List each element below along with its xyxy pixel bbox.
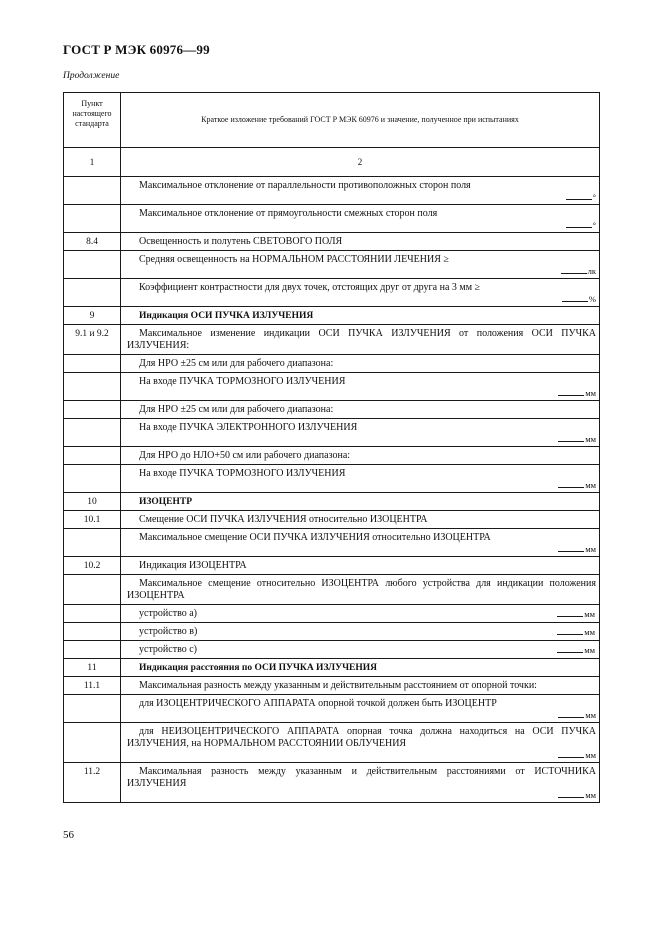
unit-label: % — [588, 294, 596, 304]
row-requirement — [121, 529, 600, 557]
col2-number: 2 — [121, 148, 600, 177]
column-number-row — [64, 148, 600, 177]
fill-in-line — [558, 757, 584, 758]
value-blank — [127, 220, 596, 230]
fill-in-line — [566, 227, 592, 228]
requirement-text: Освещенность и полутень СВЕТОВОГО ПОЛЯ — [139, 236, 343, 247]
table-row — [64, 177, 600, 205]
row-clause-number: 11.1 — [64, 677, 121, 695]
row-requirement — [121, 723, 600, 763]
row-requirement — [121, 511, 600, 529]
unit-label: мм — [585, 480, 596, 490]
table-row — [64, 401, 600, 419]
requirement-text: Максимальное изменение индикации ОСИ ПУЧКА ИЗЛУЧЕНИЯ от положения ОСИ ПУЧКА ИЗЛУЧЕНИЯ: — [127, 328, 596, 351]
row-clause-number: 8.4 — [64, 233, 121, 251]
row-requirement — [121, 205, 600, 233]
table-row — [64, 677, 600, 695]
row-clause-number — [64, 373, 121, 401]
row-clause-number — [64, 529, 121, 557]
requirement-text: Максимальная разность между указанным и действительным расстоянием от опорной точки: — [139, 680, 537, 691]
fill-in-line — [558, 797, 584, 798]
requirement-text: На входе ПУЧКА ТОРМОЗНОГО ИЗЛУЧЕНИЯ — [139, 376, 346, 387]
table-row — [64, 557, 600, 575]
requirement-text: Индикация ОСИ ПУЧКА ИЗЛУЧЕНИЯ — [139, 311, 314, 321]
table-row — [64, 529, 600, 557]
table-row — [64, 659, 600, 677]
value-blank — [557, 644, 595, 656]
table-row — [64, 605, 600, 623]
table-row — [64, 763, 600, 803]
row-requirement — [121, 447, 600, 465]
requirement-text: На входе ПУЧКА ТОРМОЗНОГО ИЗЛУЧЕНИЯ — [139, 468, 346, 479]
requirement-text: Максимальное отклонение от параллельности противоположных сторон поля — [139, 180, 471, 191]
row-requirement — [121, 695, 600, 723]
table-row — [64, 419, 600, 447]
fill-in-line — [558, 551, 584, 552]
table-row — [64, 723, 600, 763]
row-requirement — [121, 623, 600, 641]
row-requirement — [121, 659, 600, 677]
value-blank — [127, 294, 596, 304]
row-clause-number: 11 — [64, 659, 121, 677]
fill-in-line — [557, 616, 583, 617]
row-clause-number — [64, 465, 121, 493]
unit-label: ° — [592, 220, 596, 230]
table-row — [64, 205, 600, 233]
col1-number: 1 — [64, 148, 121, 177]
table-row — [64, 695, 600, 723]
row-requirement — [121, 419, 600, 447]
row-clause-number: 10.2 — [64, 557, 121, 575]
row-clause-number — [64, 641, 121, 659]
row-requirement — [121, 373, 600, 401]
fill-in-line — [558, 395, 584, 396]
row-requirement — [121, 763, 600, 803]
row-clause-number: 9 — [64, 307, 121, 325]
requirement-text: Смещение ОСИ ПУЧКА ИЗЛУЧЕНИЯ относительно ИЗОЦЕНТРА — [139, 514, 428, 525]
row-clause-number — [64, 447, 121, 465]
unit-label: ° — [592, 192, 596, 202]
continuation-label: Продолжение — [63, 71, 120, 81]
table-row — [64, 575, 600, 605]
row-clause-number — [64, 723, 121, 763]
requirement-text: Максимальное отклонение от прямоугольности смежных сторон поля — [139, 208, 438, 219]
row-clause-number — [64, 177, 121, 205]
unit-label: мм — [585, 388, 596, 398]
row-requirement — [121, 493, 600, 511]
value-blank — [127, 790, 596, 800]
requirement-text: для ИЗОЦЕНТРИЧЕСКОГО АППАРАТА опорной точкой должен быть ИЗОЦЕНТР — [139, 698, 497, 709]
table-row — [64, 279, 600, 307]
requirement-text: Для НРО до НЛО+50 см или рабочего диапазона: — [139, 450, 351, 461]
requirement-text: Индикация расстояния по ОСИ ПУЧКА ИЗЛУЧЕНИЯ — [139, 663, 378, 673]
table-row — [64, 307, 600, 325]
unit-label: мм — [584, 627, 595, 637]
value-blank — [127, 480, 596, 490]
row-requirement — [121, 307, 600, 325]
table-header-row — [64, 93, 600, 148]
requirement-text: Для НРО ±25 см или для рабочего диапазона: — [139, 404, 334, 415]
requirement-text: Коэффициент контрастности для двух точек, отстоящих друг от друга на 3 мм ≥ — [139, 282, 481, 293]
row-clause-number — [64, 623, 121, 641]
requirement-text: устройство а) — [139, 608, 198, 619]
table-row — [64, 355, 600, 373]
requirement-text: На входе ПУЧКА ЭЛЕКТРОННОГО ИЗЛУЧЕНИЯ — [139, 422, 358, 433]
row-clause-number — [64, 401, 121, 419]
row-requirement — [121, 641, 600, 659]
requirement-text: Максимальное смещение относительно ИЗОЦЕНТРА любого устройства для индикации положения ИЗОЦЕНТРА — [127, 578, 596, 601]
row-clause-number: 10.1 — [64, 511, 121, 529]
row-requirement — [121, 575, 600, 605]
fill-in-line — [558, 441, 584, 442]
col2-header: Краткое изложение требований ГОСТ Р МЭК 60976 и значение, полученное при испытаниях — [121, 93, 600, 148]
value-blank — [127, 192, 596, 202]
value-blank — [127, 750, 596, 760]
unit-label: мм — [584, 645, 595, 655]
row-clause-number: 9.1 и 9.2 — [64, 325, 121, 355]
fill-in-line — [557, 634, 583, 635]
unit-label: мм — [585, 790, 596, 800]
requirement-text: Для НРО ±25 см или для рабочего диапазона: — [139, 358, 334, 369]
row-requirement — [121, 605, 600, 623]
fill-in-line — [557, 652, 583, 653]
table-row — [64, 373, 600, 401]
row-requirement — [121, 677, 600, 695]
row-clause-number — [64, 419, 121, 447]
requirement-text: ИЗОЦЕНТР — [139, 497, 193, 507]
row-requirement — [121, 465, 600, 493]
unit-label: мм — [585, 750, 596, 760]
fill-in-line — [562, 301, 588, 302]
unit-label: мм — [585, 544, 596, 554]
table-row — [64, 511, 600, 529]
row-clause-number: 11.2 — [64, 763, 121, 803]
table-row — [64, 493, 600, 511]
table-row — [64, 465, 600, 493]
requirement-text: устройство с) — [139, 644, 198, 655]
requirement-text: для НЕИЗОЦЕНТРИЧЕСКОГО АППАРАТА опорная точка должна находиться на ОСИ ПУЧКА ИЗЛУЧЕНИЯ, на НОРМАЛЬНОМ РАССТОЯНИИ ОБЛУЧЕНИЯ — [127, 726, 596, 749]
row-clause-number: 10 — [64, 493, 121, 511]
row-requirement — [121, 177, 600, 205]
requirement-text: устройство в) — [139, 626, 198, 637]
value-blank — [127, 544, 596, 554]
unit-label: мм — [584, 609, 595, 619]
table-row — [64, 251, 600, 279]
table-row — [64, 233, 600, 251]
row-clause-number — [64, 605, 121, 623]
value-blank — [127, 388, 596, 398]
value-blank — [127, 266, 596, 276]
requirements-table — [63, 92, 600, 803]
row-requirement — [121, 401, 600, 419]
requirement-text: Максимальное смещение ОСИ ПУЧКА ИЗЛУЧЕНИЯ относительно ИЗОЦЕНТРА — [139, 532, 491, 543]
row-requirement — [121, 557, 600, 575]
row-clause-number — [64, 251, 121, 279]
row-clause-number — [64, 695, 121, 723]
row-requirement — [121, 233, 600, 251]
fill-in-line — [558, 717, 584, 718]
row-requirement — [121, 325, 600, 355]
unit-label: мм — [585, 710, 596, 720]
table-row — [64, 447, 600, 465]
requirement-text: Максимальная разность между указанным и действительным расстояниями от ИСТОЧНИКА ИЗЛУЧЕНИЯ — [127, 766, 596, 789]
requirement-text: Средняя освещенность на НОРМАЛЬНОМ РАССТОЯНИИ ЛЕЧЕНИЯ ≥ — [139, 254, 449, 265]
requirement-text: Индикация ИЗОЦЕНТРА — [139, 560, 247, 571]
row-clause-number — [64, 355, 121, 373]
row-clause-number — [64, 279, 121, 307]
document-header: ГОСТ Р МЭК 60976—99 — [63, 42, 210, 57]
unit-label: лк — [587, 266, 596, 276]
table-row — [64, 641, 600, 659]
fill-in-line — [558, 487, 584, 488]
unit-label: мм — [585, 434, 596, 444]
table-row — [64, 623, 600, 641]
row-clause-number — [64, 575, 121, 605]
page-number: 56 — [63, 829, 74, 841]
row-clause-number — [64, 205, 121, 233]
value-blank — [557, 626, 595, 638]
table-row — [64, 325, 600, 355]
row-requirement — [121, 355, 600, 373]
col1-header: Пункт настоящего стандарта — [64, 93, 121, 148]
row-requirement — [121, 251, 600, 279]
fill-in-line — [566, 199, 592, 200]
value-blank — [557, 608, 595, 620]
fill-in-line — [561, 273, 587, 274]
value-blank — [127, 434, 596, 444]
row-requirement — [121, 279, 600, 307]
value-blank — [127, 710, 596, 720]
